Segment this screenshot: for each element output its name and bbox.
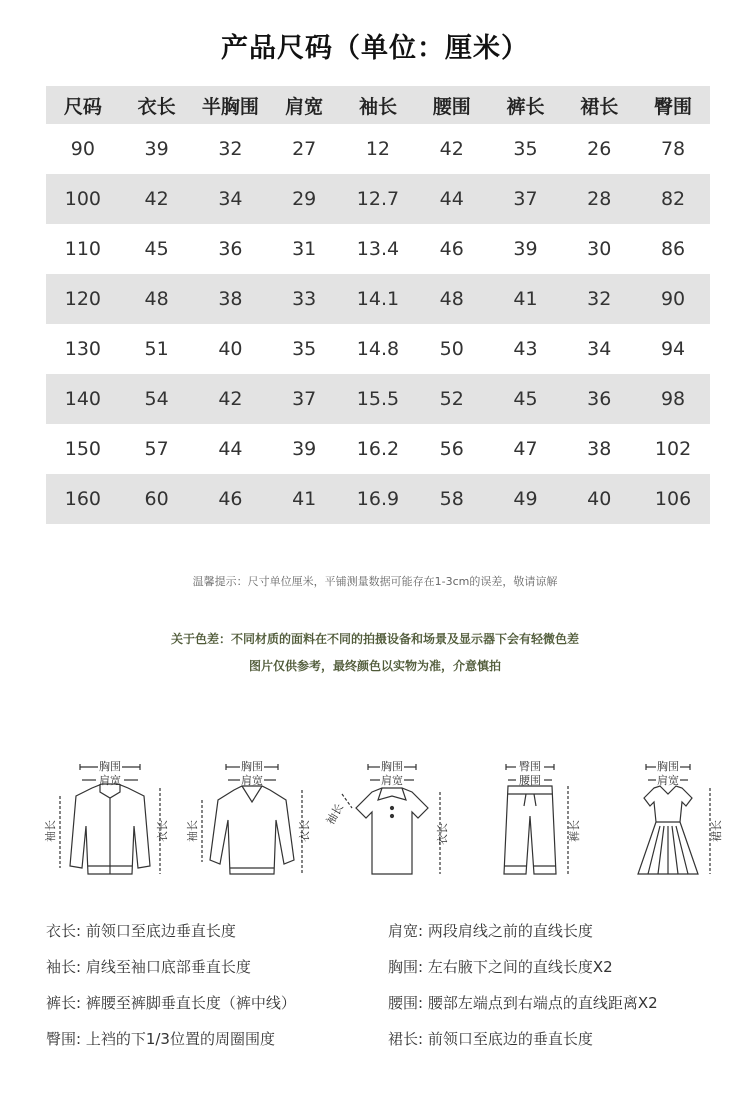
table-row — [46, 324, 710, 374]
measurement-tip: 温馨提示：尺寸单位厘米，平铺测量数据可能存在1-3cm的误差，敬请谅解 — [192, 575, 558, 588]
table-cell: 14.1 — [341, 274, 415, 324]
table-cell: 16.2 — [356, 438, 400, 460]
figure-label: 衣长 — [436, 823, 449, 845]
figure-label: 胸围 — [381, 760, 403, 773]
color-note-line: 关于色差：不同材质的面料在不同的拍摄设备和场景及显示器下会有轻微色差 — [170, 632, 579, 646]
table-row — [46, 424, 710, 474]
definition-item: 衣长: 前领口至底边垂直长度 — [46, 922, 236, 940]
column-header: 袖长 — [341, 86, 415, 124]
table-cell: 31 — [292, 238, 317, 260]
table-cell: 82 — [636, 174, 710, 224]
figure-label: 肩宽 — [241, 774, 263, 787]
polo-shirt-icon — [322, 756, 452, 896]
figure-label: 裙长 — [710, 820, 723, 842]
table-row — [46, 174, 710, 224]
definition-item: 腰围: 腰部左端点到右端点的直线距离X2 — [388, 994, 658, 1012]
table-cell: 34 — [194, 174, 268, 224]
table-cell: 41 — [267, 474, 341, 524]
table-row — [46, 474, 710, 524]
definition-item: 臀围: 上裆的下1/3位置的周圈围度 — [46, 1030, 275, 1048]
table-cell: 13.4 — [356, 238, 400, 260]
jacket-figure — [40, 756, 170, 896]
table-cell: 60 — [120, 474, 194, 524]
table-cell: 160 — [46, 474, 120, 524]
sweater-icon — [182, 756, 312, 896]
table-cell: 34 — [587, 338, 612, 360]
table-cell: 98 — [636, 374, 710, 424]
figure-label: 衣长 — [298, 820, 311, 842]
table-cell: 26 — [587, 138, 612, 160]
table-cell: 94 — [660, 338, 686, 360]
table-header-row — [46, 86, 710, 124]
table-cell: 78 — [660, 138, 686, 160]
table-cell: 54 — [120, 374, 194, 424]
table-cell: 102 — [654, 438, 692, 460]
figure-label: 裤长 — [568, 820, 581, 842]
table-cell: 43 — [513, 338, 538, 360]
table-cell: 57 — [144, 438, 169, 460]
page-title: 产品尺码（单位：厘米） — [221, 33, 529, 64]
table-cell: 56 — [439, 438, 464, 460]
table-cell: 39 — [292, 438, 317, 460]
figure-label: 袖长 — [323, 801, 347, 828]
shirt-figure — [322, 756, 452, 896]
figure-label: 肩宽 — [657, 774, 679, 787]
table-cell: 41 — [489, 274, 563, 324]
table-cell: 37 — [489, 174, 563, 224]
table-cell: 39 — [144, 138, 169, 160]
figure-label: 肩宽 — [381, 774, 403, 787]
table-cell: 90 — [70, 138, 95, 160]
sweater-figure — [182, 756, 312, 896]
table-cell: 12.7 — [341, 174, 415, 224]
measurement-figures — [40, 756, 723, 896]
table-cell: 27 — [292, 138, 317, 160]
table-cell: 49 — [489, 474, 563, 524]
table-cell: 28 — [562, 174, 636, 224]
table-cell: 16.9 — [341, 474, 415, 524]
table-body — [46, 124, 710, 524]
table-cell: 100 — [46, 174, 120, 224]
table-cell: 46 — [194, 474, 268, 524]
table-row — [46, 374, 710, 424]
jacket-icon — [40, 756, 170, 896]
table-cell: 58 — [415, 474, 489, 524]
table-cell: 32 — [562, 274, 636, 324]
table-cell: 12 — [365, 138, 391, 160]
definition-item: 裤长: 裤腰至裤脚垂直长度（裤中线） — [46, 994, 296, 1012]
table-cell: 36 — [562, 374, 636, 424]
table-cell: 36 — [218, 238, 243, 260]
table-cell: 48 — [415, 274, 489, 324]
column-header: 腰围 — [415, 86, 489, 124]
table-cell: 106 — [636, 474, 710, 524]
column-header: 尺码 — [46, 86, 120, 124]
table-row — [46, 124, 710, 174]
table-cell: 15.5 — [341, 374, 415, 424]
table-cell: 30 — [587, 238, 612, 260]
table-cell: 140 — [46, 374, 120, 424]
color-difference-note — [0, 626, 750, 680]
pants-icon — [460, 756, 590, 896]
figure-label: 胸围 — [657, 760, 679, 773]
table-cell: 50 — [439, 338, 464, 360]
table-cell: 47 — [513, 438, 538, 460]
color-note-line: 图片仅供参考，最终颜色以实物为准，介意慎拍 — [248, 659, 501, 673]
definition-item: 袖长: 肩线至袖口底部垂直长度 — [46, 958, 251, 976]
table-cell: 29 — [267, 174, 341, 224]
table-cell: 48 — [120, 274, 194, 324]
definition-item: 肩宽: 两段肩线之前的直线长度 — [388, 922, 593, 940]
table-row — [46, 224, 710, 274]
table-cell: 14.8 — [356, 338, 400, 360]
table-cell: 86 — [660, 238, 686, 260]
table-cell: 39 — [513, 238, 538, 260]
table-cell: 52 — [415, 374, 489, 424]
table-cell: 110 — [64, 238, 102, 260]
figure-label: 胸围 — [241, 760, 263, 773]
table-cell: 42 — [120, 174, 194, 224]
figure-label: 肩宽 — [99, 774, 121, 787]
table-cell: 40 — [562, 474, 636, 524]
figure-label: 衣长 — [156, 820, 169, 842]
column-header: 肩宽 — [267, 86, 341, 124]
table-cell: 42 — [439, 138, 464, 160]
pants-figure — [460, 756, 590, 896]
table-cell: 44 — [218, 438, 243, 460]
table-cell: 120 — [46, 274, 120, 324]
table-cell: 38 — [194, 274, 268, 324]
table-cell: 90 — [636, 274, 710, 324]
size-table — [46, 86, 710, 524]
table-cell: 150 — [64, 438, 102, 460]
table-cell: 42 — [194, 374, 268, 424]
table-cell: 33 — [267, 274, 341, 324]
column-header: 半胸围 — [194, 86, 268, 124]
table-cell: 44 — [415, 174, 489, 224]
figure-label: 腰围 — [519, 774, 541, 787]
table-row — [46, 274, 710, 324]
table-cell: 130 — [64, 338, 102, 360]
column-header: 裙长 — [562, 86, 636, 124]
table-cell: 35 — [292, 338, 317, 360]
table-cell: 32 — [218, 138, 243, 160]
figure-label: 袖长 — [44, 820, 57, 842]
column-header: 臀围 — [636, 86, 710, 124]
table-cell: 35 — [513, 138, 538, 160]
table-cell: 38 — [587, 438, 612, 460]
table-cell: 45 — [144, 238, 169, 260]
column-header: 裤长 — [489, 86, 563, 124]
table-cell: 51 — [144, 338, 169, 360]
figure-label: 胸围 — [99, 760, 121, 773]
dress-icon — [598, 756, 728, 896]
dress-figure — [598, 756, 728, 896]
table-cell: 45 — [489, 374, 563, 424]
table-cell: 37 — [267, 374, 341, 424]
figure-label: 袖长 — [186, 820, 199, 842]
table-cell: 46 — [439, 238, 464, 260]
definition-item: 裙长: 前领口至底边的垂直长度 — [388, 1030, 593, 1048]
figure-label: 臀围 — [519, 760, 541, 773]
column-header: 衣长 — [120, 86, 194, 124]
table-cell: 40 — [218, 338, 243, 360]
definition-item: 胸围: 左右腋下之间的直线长度X2 — [388, 958, 613, 976]
